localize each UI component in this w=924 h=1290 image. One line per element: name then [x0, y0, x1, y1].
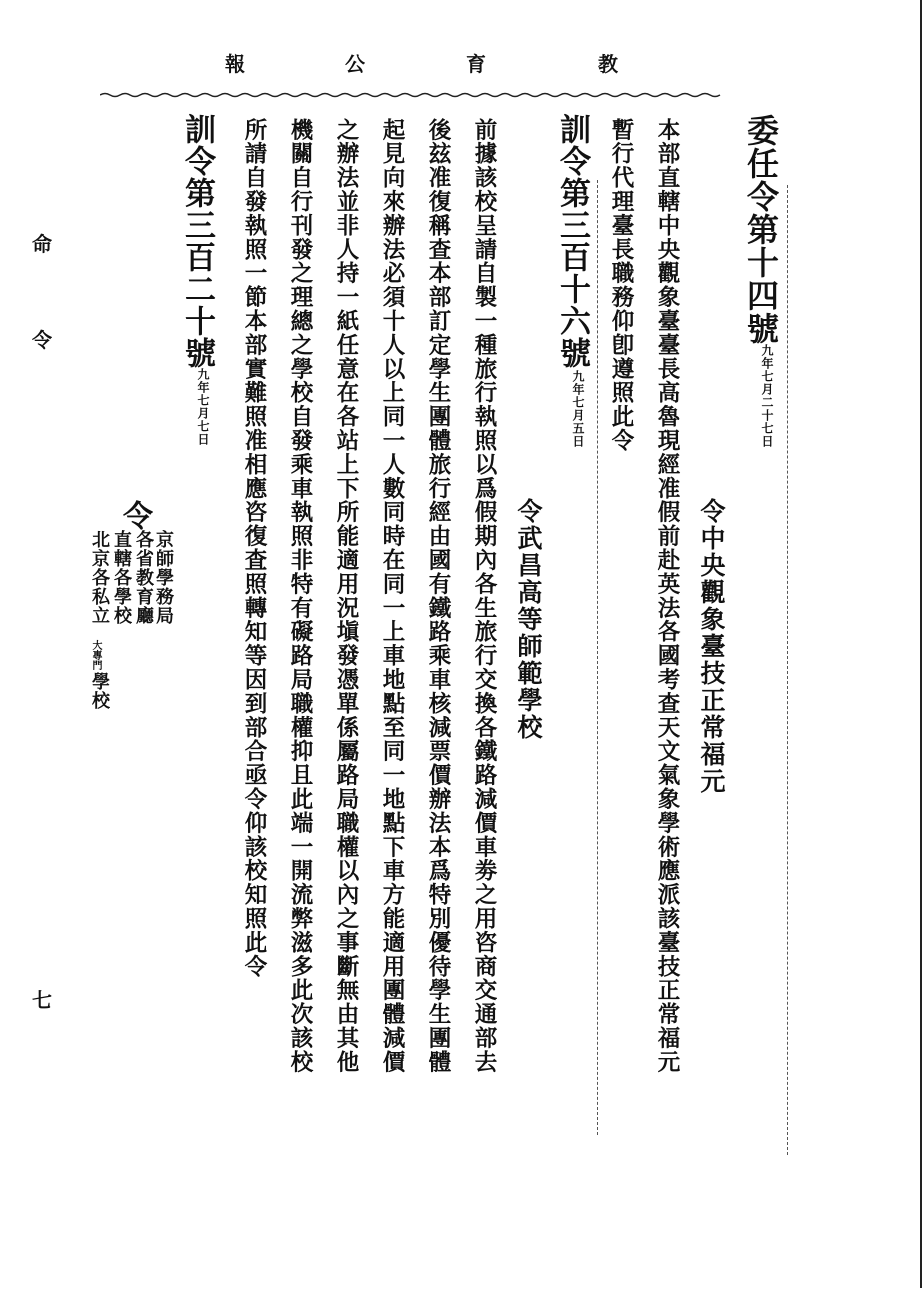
- order3-recipient: 直轄各學校: [111, 530, 132, 625]
- order1-date: 九年七月二十七日: [760, 344, 774, 448]
- order3-date: 九年七月七日: [196, 368, 210, 446]
- column-rule: [787, 185, 788, 1155]
- order2-body-line: 起見向來辦法必須十人以上同一人數同時在同一上車地點至同一地點下車方能適用團體減價: [379, 118, 405, 1074]
- order3-recipient: 北京各私立: [89, 530, 110, 625]
- order1-body-line: 暫行代理臺長職務仰卽遵照此令: [608, 118, 634, 453]
- header-char: 報: [225, 52, 245, 76]
- order1-recipient: 令中央觀象臺技正常福元: [697, 498, 726, 795]
- page-number: 七: [32, 988, 52, 1012]
- column-rule: [597, 180, 598, 1135]
- order3-recipient-suffix: 學校: [89, 672, 110, 710]
- margin-section-char: 命: [32, 232, 52, 256]
- header-rule: [100, 92, 725, 98]
- order3-ling: 令: [117, 500, 152, 530]
- order2-recipient: 令武昌高等師範學校: [514, 498, 543, 741]
- order2-body-line: 前據該校呈請自製一種旅行執照以爲假期內各生旅行交換各鐵路減價車劵之用咨商交通部去: [471, 118, 497, 1074]
- order3-recipient: 京師學務局: [153, 530, 174, 625]
- header-char: 育: [466, 52, 486, 76]
- order2-body-line: 之辦法並非人持一紙任意在各站上下所能適用況塡發憑單係屬路局職權以內之事斷無由其他: [333, 118, 359, 1074]
- header-char: 公: [345, 52, 365, 76]
- order1-title: 委任令第十四號: [742, 114, 780, 345]
- order2-body-line: 所請自發執照一節本部實難照准相應咨復査照轉知等因到部合亟令仰該校知照此令: [241, 118, 267, 979]
- order2-body-line: 後玆准復稱查本部訂定學生團體旅行經由國有鐵路乘車核減票價辦法本爲特別優待學生團體: [425, 118, 451, 1074]
- header-char: 教: [598, 52, 618, 76]
- order3-title: 訓令第三百二十號: [179, 113, 215, 369]
- order3-recipient: 各省教育廳: [133, 530, 154, 625]
- margin-section-char: 令: [32, 328, 52, 352]
- order1-body-line: 本部直轄中央觀象臺臺長高魯現經准假前赴英法各國考查天文氣象學術應派該臺技正常福元: [654, 118, 680, 1074]
- order2-date: 九年七月五日: [571, 370, 585, 448]
- order2-title: 訓令第三百十六號: [554, 113, 590, 369]
- order2-body-line: 機關自行刊發之理總之學校自發乘車執照非特有礙路局職權抑且此端一開流弊滋多此次該校: [287, 118, 313, 1074]
- order3-recipient-small: 大專門: [90, 640, 101, 670]
